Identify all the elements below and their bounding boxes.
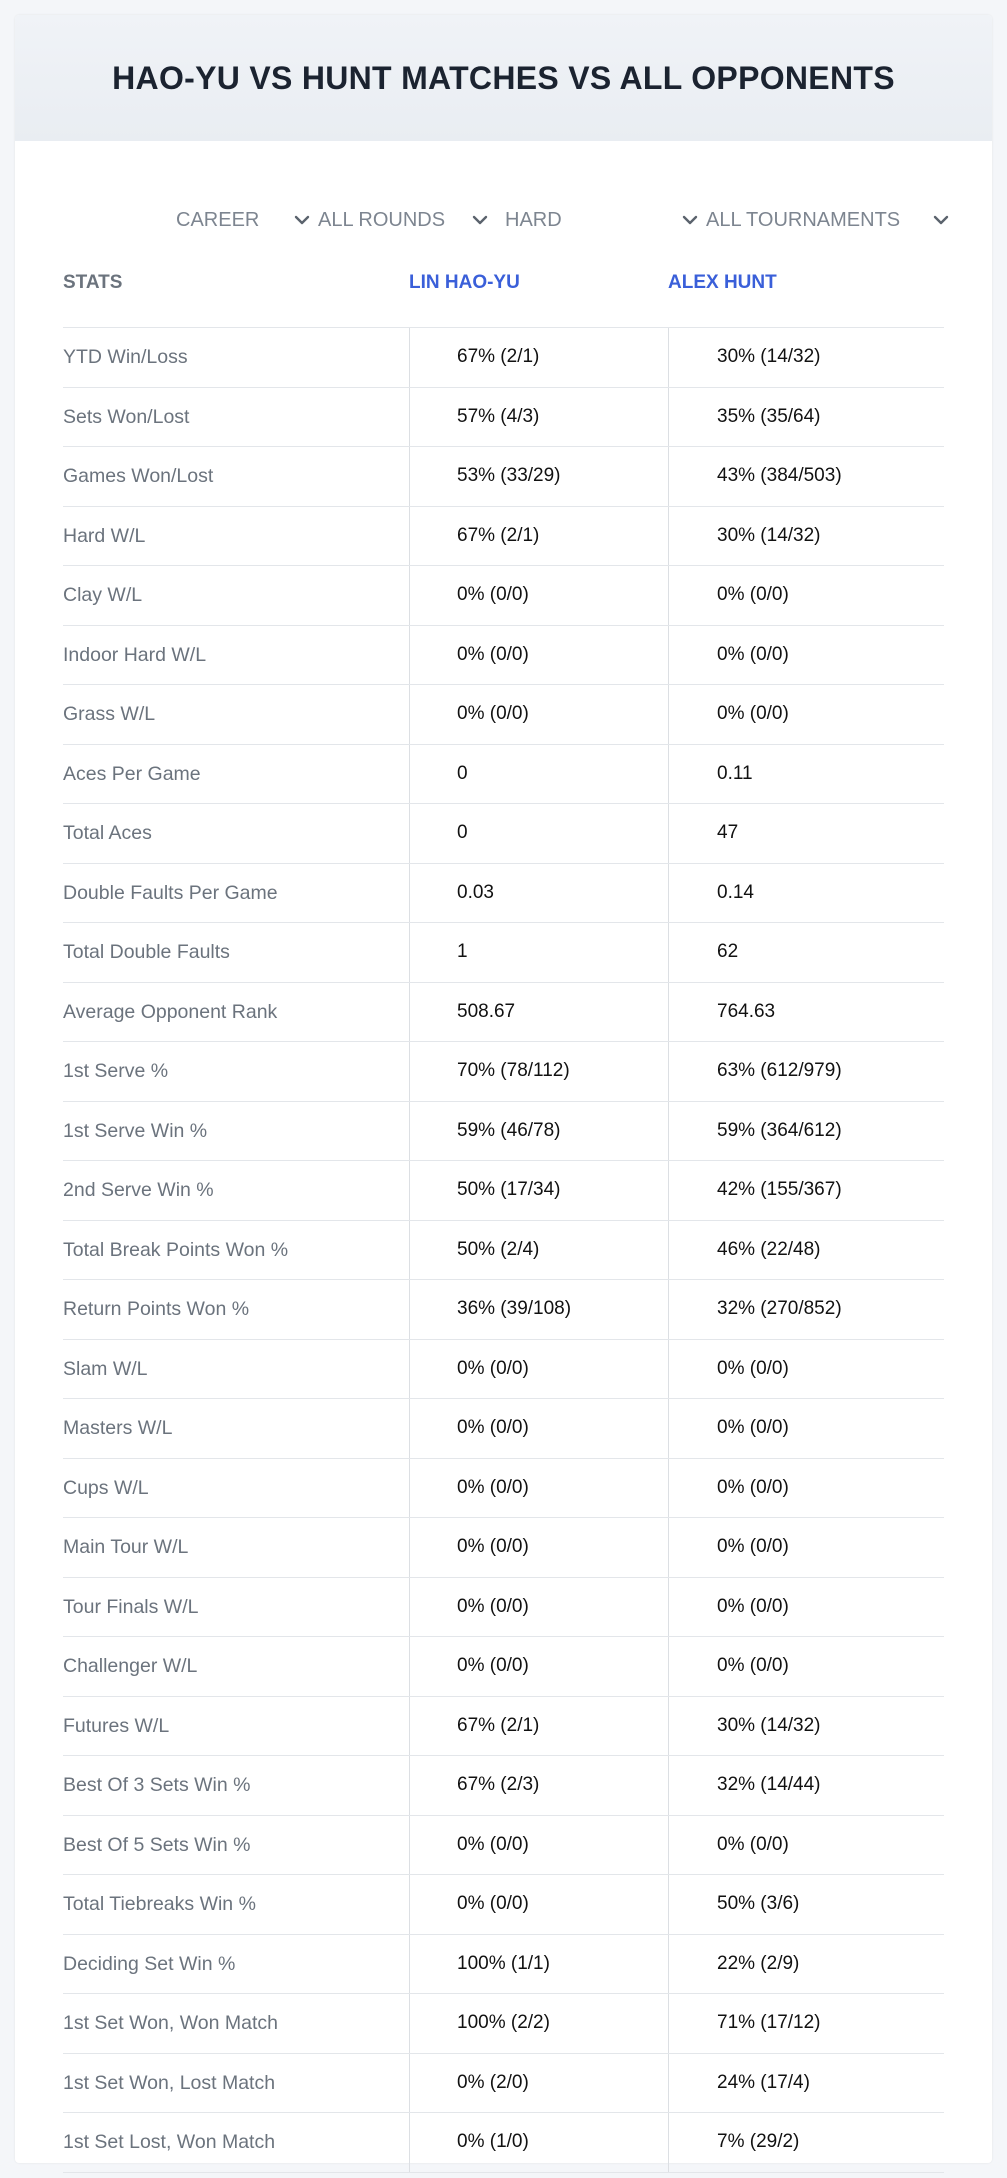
column-divider <box>409 745 410 804</box>
table-row <box>63 1578 944 1638</box>
player2-stat-value: 24% (17/4) <box>717 2071 810 2093</box>
stat-label: 1st Serve % <box>63 1060 169 1082</box>
column-header-player2[interactable]: ALEX HUNT <box>668 272 777 293</box>
player2-stat-value: 59% (364/612) <box>717 1119 842 1141</box>
player1-stat-value: 67% (2/1) <box>457 346 540 367</box>
stats-table-header <box>63 255 944 328</box>
table-row <box>63 1816 944 1876</box>
column-divider <box>409 447 410 506</box>
player2-stat-value: 30% (14/32) <box>717 346 821 367</box>
player2-stat-value: 0% (0/0) <box>717 643 789 665</box>
table-row <box>63 1459 944 1519</box>
player1-stat-value: 0% (0/0) <box>457 1893 529 1914</box>
column-divider <box>409 566 410 625</box>
stat-label: Total Tiebreaks Win % <box>63 1893 256 1915</box>
player2-stat-value: 62 <box>717 941 739 962</box>
column-divider <box>409 1340 410 1399</box>
table-row <box>63 1042 944 1102</box>
table-row <box>63 1518 944 1578</box>
player2-stat-value: 0% (0/0) <box>717 584 789 605</box>
player2-stat-value: 764.63 <box>717 1000 776 1022</box>
player2-stat-value: 0% (0/0) <box>717 703 789 724</box>
column-divider <box>668 1816 669 1875</box>
player1-stat-value: 57% (4/3) <box>457 405 540 427</box>
table-row <box>63 1340 944 1400</box>
column-divider <box>409 923 410 982</box>
stat-label: Tour Finals W/L <box>63 1595 199 1618</box>
player2-stat-value: 32% (14/44) <box>717 1774 821 1795</box>
table-row <box>63 447 944 507</box>
column-divider <box>409 507 410 566</box>
stat-label: Double Faults Per Game <box>63 881 278 904</box>
column-divider <box>668 1161 669 1220</box>
column-divider <box>409 685 410 744</box>
table-row <box>63 923 944 983</box>
column-divider <box>668 1578 669 1637</box>
player2-stat-value: 0.11 <box>717 762 753 784</box>
column-divider <box>668 745 669 804</box>
table-row <box>63 1280 944 1340</box>
column-divider <box>668 388 669 447</box>
player2-stat-value: 22% (2/9) <box>717 1952 800 1974</box>
column-divider <box>668 685 669 744</box>
player1-stat-value: 1 <box>457 941 468 962</box>
column-divider <box>668 1518 669 1577</box>
surface-filter-select[interactable] <box>505 185 705 255</box>
table-row <box>63 2113 944 2173</box>
column-divider <box>409 1280 410 1339</box>
column-divider <box>668 864 669 923</box>
player2-stat-value: 7% (29/2) <box>717 2131 800 2152</box>
column-header-player1[interactable]: LIN HAO-YU <box>409 272 520 293</box>
column-divider <box>409 1875 410 1934</box>
player2-stat-value: 30% (14/32) <box>717 1714 821 1736</box>
rounds-filter-select[interactable] <box>318 185 498 255</box>
column-divider <box>409 2054 410 2113</box>
column-divider <box>409 1816 410 1875</box>
table-row <box>63 804 944 864</box>
column-divider <box>668 566 669 625</box>
stat-label: Futures W/L <box>63 1714 170 1737</box>
column-divider <box>409 1697 410 1756</box>
column-divider <box>668 2113 669 2172</box>
column-divider <box>668 1280 669 1339</box>
player1-stat-value: 0 <box>457 762 468 784</box>
column-divider <box>668 507 669 566</box>
column-divider <box>668 804 669 863</box>
player1-stat-value: 0% (0/0) <box>457 1655 529 1676</box>
column-divider <box>668 1042 669 1101</box>
stat-label: Cups W/L <box>63 1476 149 1499</box>
column-divider <box>409 1102 410 1161</box>
stat-label: 2nd Serve Win % <box>63 1179 214 1201</box>
stat-label: Best Of 5 Sets Win % <box>63 1833 251 1856</box>
player2-stat-value: 0.14 <box>717 881 754 903</box>
column-divider <box>668 447 669 506</box>
player1-stat-value: 0% (0/0) <box>457 1357 529 1379</box>
player2-stat-value: 0% (0/0) <box>717 1417 789 1438</box>
column-divider <box>668 923 669 982</box>
player2-stat-value: 32% (270/852) <box>717 1298 842 1319</box>
player2-stat-value: 50% (3/6) <box>717 1893 800 1914</box>
stat-label: Challenger W/L <box>63 1655 198 1677</box>
player1-stat-value: 67% (2/1) <box>457 1714 540 1736</box>
player2-stat-value: 63% (612/979) <box>717 1060 842 1081</box>
chevron-down-icon <box>678 208 702 232</box>
chevron-down-icon <box>929 208 953 232</box>
column-divider <box>409 983 410 1042</box>
column-divider <box>409 1518 410 1577</box>
stat-label: Average Opponent Rank <box>63 1000 278 1023</box>
player1-stat-value: 70% (78/112) <box>457 1060 570 1081</box>
player1-stat-value: 0% (0/0) <box>457 584 529 605</box>
player1-stat-value: 508.67 <box>457 1000 516 1022</box>
tournaments-filter-label: ALL TOURNAMENTS <box>706 208 901 231</box>
column-divider <box>668 1935 669 1994</box>
stats-table-body <box>63 328 944 2173</box>
table-row <box>63 685 944 745</box>
table-row <box>63 1697 944 1757</box>
column-divider <box>668 1221 669 1280</box>
column-header-stats: STATS <box>63 272 123 293</box>
player2-stat-value: 0% (0/0) <box>717 1833 789 1855</box>
stat-label: 1st Serve Win % <box>63 1119 208 1142</box>
column-divider <box>409 1935 410 1994</box>
player2-stat-value: 35% (35/64) <box>717 405 821 427</box>
stat-label: Total Double Faults <box>63 941 230 963</box>
player2-stat-value: 0% (0/0) <box>717 1595 789 1617</box>
player1-stat-value: 0% (0/0) <box>457 1833 529 1855</box>
table-row <box>63 328 944 388</box>
stat-label: 1st Set Won, Won Match <box>63 2012 278 2034</box>
column-divider <box>409 328 410 387</box>
table-row <box>63 1756 944 1816</box>
stat-label: 1st Set Won, Lost Match <box>63 2071 276 2094</box>
stat-label: Sets Won/Lost <box>63 405 190 428</box>
column-divider <box>668 1399 669 1458</box>
chevron-down-icon <box>468 208 492 232</box>
column-divider <box>668 626 669 685</box>
rounds-filter-label: ALL ROUNDS <box>318 208 446 231</box>
column-divider <box>668 1637 669 1696</box>
player2-stat-value: 0% (0/0) <box>717 1357 789 1379</box>
column-divider <box>668 1459 669 1518</box>
table-row <box>63 1399 944 1459</box>
table-row <box>63 1994 944 2054</box>
player2-stat-value: 0% (0/0) <box>717 1655 789 1676</box>
surface-filter-label: HARD <box>505 208 562 231</box>
column-divider <box>668 2054 669 2113</box>
table-row <box>63 1875 944 1935</box>
table-row <box>63 745 944 805</box>
player2-stat-value: 46% (22/48) <box>717 1238 821 1260</box>
career-filter-select[interactable] <box>176 185 316 255</box>
column-divider <box>409 1399 410 1458</box>
column-divider <box>668 1875 669 1934</box>
table-row <box>63 388 944 448</box>
column-divider <box>409 626 410 685</box>
player1-stat-value: 100% (1/1) <box>457 1952 550 1974</box>
player1-stat-value: 0% (0/0) <box>457 643 529 665</box>
player1-stat-value: 0% (0/0) <box>457 1595 529 1617</box>
table-row <box>63 626 944 686</box>
table-row <box>63 507 944 567</box>
table-row <box>63 2054 944 2114</box>
stat-label: Total Aces <box>63 822 152 844</box>
player1-stat-value: 0% (2/0) <box>457 2071 529 2093</box>
column-divider <box>409 1221 410 1280</box>
table-row <box>63 1935 944 1995</box>
column-divider <box>409 804 410 863</box>
career-filter-label: CAREER <box>176 208 260 231</box>
page-header <box>15 15 992 141</box>
column-divider <box>409 1994 410 2053</box>
player1-stat-value: 50% (2/4) <box>457 1238 540 1260</box>
stat-label: Total Break Points Won % <box>63 1238 289 1261</box>
table-row <box>63 864 944 924</box>
stat-label: Games Won/Lost <box>63 465 214 487</box>
column-divider <box>668 1102 669 1161</box>
player1-stat-value: 0 <box>457 822 468 843</box>
stat-label: Slam W/L <box>63 1357 148 1380</box>
column-divider <box>409 1042 410 1101</box>
player1-stat-value: 0% (1/0) <box>457 2131 529 2152</box>
stat-label: Deciding Set Win % <box>63 1952 236 1975</box>
stat-label: Grass W/L <box>63 703 156 725</box>
player1-stat-value: 0% (0/0) <box>457 1536 529 1557</box>
table-row <box>63 1221 944 1281</box>
column-divider <box>668 1994 669 2053</box>
player1-stat-value: 53% (33/29) <box>457 465 561 486</box>
column-divider <box>409 2113 410 2172</box>
stats-card <box>15 15 992 2163</box>
stat-label: Return Points Won % <box>63 1298 250 1320</box>
column-divider <box>409 1756 410 1815</box>
column-divider <box>409 1459 410 1518</box>
column-divider <box>409 1161 410 1220</box>
player1-stat-value: 100% (2/2) <box>457 2012 550 2033</box>
stat-label: Clay W/L <box>63 584 143 606</box>
column-divider <box>668 983 669 1042</box>
stat-label: Aces Per Game <box>63 762 201 785</box>
column-divider <box>409 388 410 447</box>
player2-stat-value: 71% (17/12) <box>717 2012 821 2033</box>
stat-label: YTD Win/Loss <box>63 346 188 368</box>
tournaments-filter-select[interactable] <box>706 185 956 255</box>
player1-stat-value: 67% (2/3) <box>457 1774 540 1795</box>
player1-stat-value: 59% (46/78) <box>457 1119 561 1141</box>
stat-label: Indoor Hard W/L <box>63 643 207 666</box>
player1-stat-value: 0% (0/0) <box>457 1417 529 1438</box>
player2-stat-value: 42% (155/367) <box>717 1179 842 1200</box>
stat-label: Best Of 3 Sets Win % <box>63 1774 251 1796</box>
table-row <box>63 1637 944 1697</box>
column-divider <box>409 1578 410 1637</box>
stat-label: Masters W/L <box>63 1417 173 1439</box>
page-title: HAO-YU VS HUNT MATCHES VS ALL OPPONENTS <box>112 59 895 96</box>
column-divider <box>409 864 410 923</box>
column-divider <box>409 1637 410 1696</box>
player1-stat-value: 0.03 <box>457 881 494 903</box>
player1-stat-value: 0% (0/0) <box>457 703 529 724</box>
column-divider <box>668 328 669 387</box>
filter-bar <box>15 185 992 255</box>
player2-stat-value: 30% (14/32) <box>717 524 821 546</box>
stat-label: Hard W/L <box>63 524 146 547</box>
player1-stat-value: 67% (2/1) <box>457 524 540 546</box>
column-divider <box>668 1340 669 1399</box>
player2-stat-value: 47 <box>717 822 739 843</box>
player2-stat-value: 43% (384/503) <box>717 465 842 486</box>
table-row <box>63 1161 944 1221</box>
table-row <box>63 1102 944 1162</box>
table-row <box>63 983 944 1043</box>
column-divider <box>668 1697 669 1756</box>
player1-stat-value: 50% (17/34) <box>457 1179 561 1200</box>
stat-label: Main Tour W/L <box>63 1536 189 1558</box>
player1-stat-value: 36% (39/108) <box>457 1298 572 1319</box>
stat-label: 1st Set Lost, Won Match <box>63 2131 276 2153</box>
column-divider <box>668 1756 669 1815</box>
player1-stat-value: 0% (0/0) <box>457 1476 529 1498</box>
player2-stat-value: 0% (0/0) <box>717 1476 789 1498</box>
player2-stat-value: 0% (0/0) <box>717 1536 789 1557</box>
table-row <box>63 566 944 626</box>
chevron-down-icon <box>290 208 314 232</box>
